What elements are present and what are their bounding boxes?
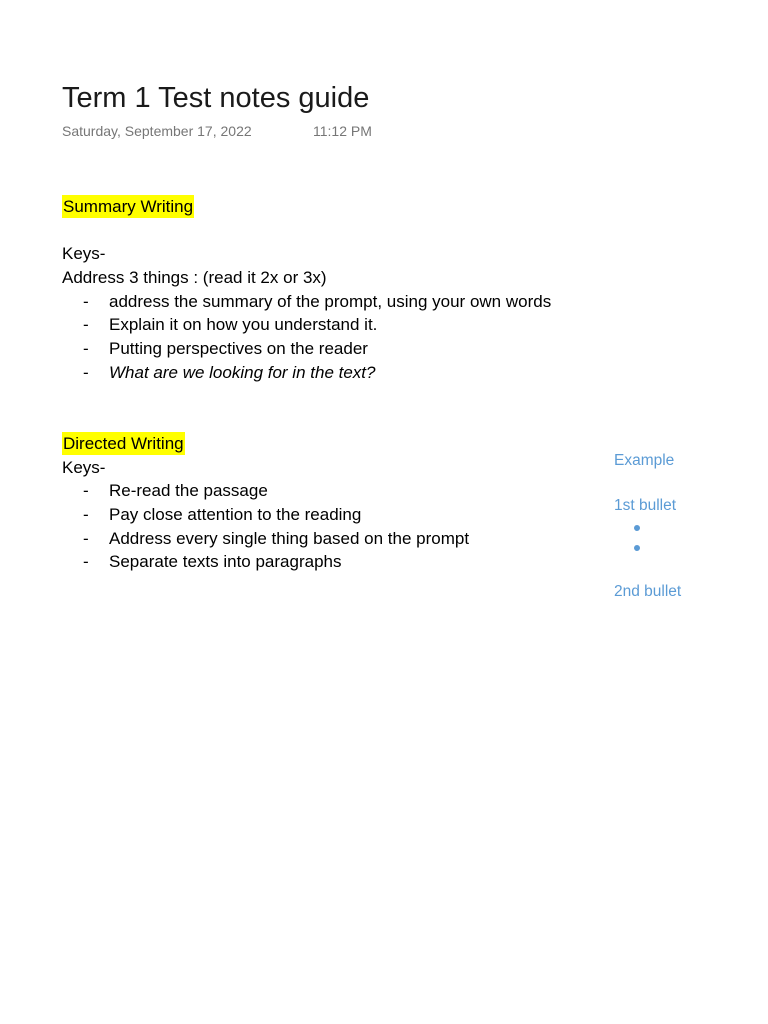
- side-note-example[interactable]: Example: [614, 452, 675, 469]
- summary-intro: Address 3 things : (read it 2x or 3x): [62, 268, 327, 288]
- dash-bullet: -: [83, 362, 89, 382]
- directed-writing-heading: Directed Writing: [63, 434, 184, 453]
- list-item: [62, 290, 551, 314]
- list-item: [62, 337, 551, 361]
- list-item-text: Putting perspectives on the reader: [109, 339, 368, 359]
- list-item-text: Explain it on how you understand it.: [109, 315, 378, 335]
- side-note-second-bullet[interactable]: 2nd bullet: [614, 583, 682, 600]
- list-item-text: Address every single thing based on the prompt: [109, 528, 470, 548]
- list-item: [62, 361, 551, 385]
- dash-bullet: -: [83, 552, 89, 572]
- directed-writing-section[interactable]: [62, 432, 469, 574]
- dash-bullet: -: [83, 505, 89, 525]
- dash-bullet: -: [83, 339, 89, 359]
- dash-bullet: -: [83, 291, 89, 311]
- bullet-dot-icon: [634, 525, 640, 531]
- note-date: Saturday, September 17, 2022: [62, 123, 252, 139]
- dash-bullet: -: [83, 481, 89, 501]
- list-item-text: address the summary of the prompt, using your own words: [109, 291, 552, 311]
- directed-keys-label: Keys-: [62, 457, 106, 477]
- summary-writing-heading: Summary Writing: [63, 197, 194, 216]
- list-item: [62, 550, 469, 574]
- list-item-text: What are we looking for in the text?: [109, 362, 376, 382]
- directed-bullet-list: [62, 479, 469, 574]
- list-item-text: Re-read the passage: [109, 481, 268, 501]
- summary-writing-section[interactable]: [62, 195, 551, 385]
- list-item-text: Separate texts into paragraphs: [109, 552, 342, 572]
- dash-bullet: -: [83, 315, 89, 335]
- summary-bullet-list: [62, 290, 551, 385]
- bullet-dot-icon: [634, 545, 640, 551]
- list-item: [62, 527, 469, 551]
- list-item: [62, 479, 469, 503]
- note-time: 11:12 PM: [313, 123, 372, 139]
- list-item-text: Pay close attention to the reading: [109, 505, 362, 525]
- dash-bullet: -: [83, 528, 89, 548]
- page-title[interactable]: Term 1 Test notes guide: [62, 82, 370, 114]
- summary-keys-label: Keys-: [62, 244, 106, 264]
- list-item: [62, 313, 551, 337]
- list-item: [62, 503, 469, 527]
- side-note-first-bullet[interactable]: 1st bullet: [614, 497, 677, 514]
